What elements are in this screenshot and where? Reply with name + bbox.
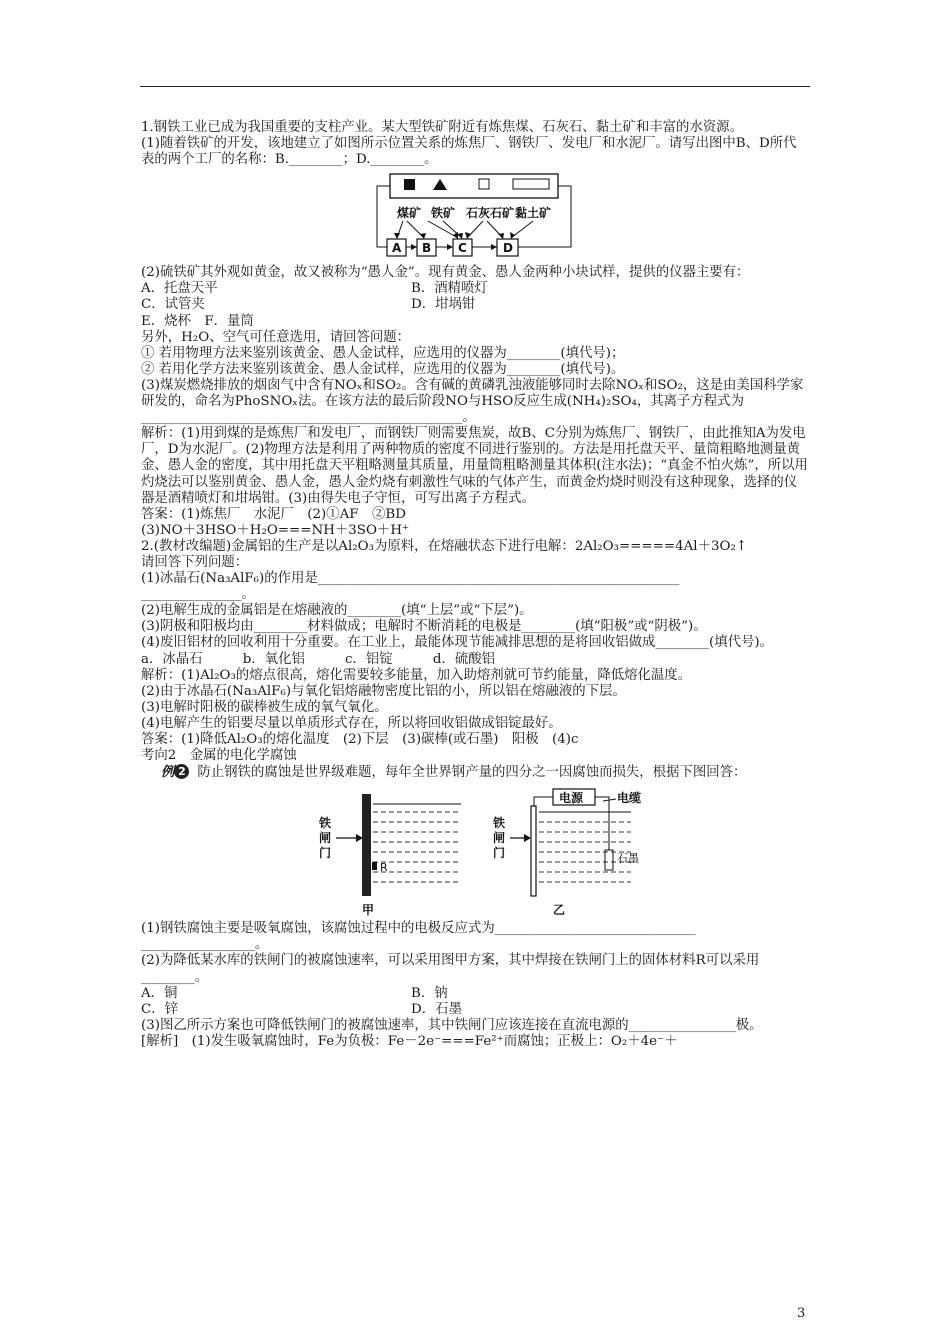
mineral-coal: 煤矿: [397, 206, 422, 221]
q1-options-row2: [141, 297, 809, 313]
header-rule: [140, 86, 810, 87]
coal-symbol: [404, 179, 415, 190]
material-R-label: R: [380, 861, 388, 875]
q1-option-c: C．试管夹: [141, 297, 205, 313]
mineral-iron: 铁矿: [431, 206, 456, 221]
q1-sub1: ① 若用物理方法来鉴别该黄金、愚人金试样，应选用的仪器为________(填代号)；: [141, 345, 625, 361]
q1-extra: 另外，H₂O、空气可任意选用，请回答问题：: [141, 329, 411, 345]
clay-symbol: [513, 179, 549, 189]
q2-part2: (2)电解生成的金属铝是在熔融液的________(填“上层”或“下层”)。: [141, 603, 533, 619]
q1-options-row1: [141, 281, 809, 297]
ex2-stem: 防止钢铁的腐蚀是世界级难题，每年全世界钢产量的四分之一因腐蚀而损失，根据下图回答：: [197, 765, 747, 781]
factory-A: A: [392, 241, 402, 256]
ex2-option-b: B．钠: [411, 985, 448, 1001]
ex2-option-d: D．石墨: [411, 1001, 462, 1017]
q1-sub2: ② 若用化学方法来鉴别该黄金、愚人金试样，应选用的仪器为________(填代号)。: [141, 361, 625, 377]
graphite-label: 石墨: [617, 852, 639, 866]
factory-diagram: [141, 171, 809, 263]
q1-option-ef: E．烧杯 F．量筒: [141, 313, 254, 329]
figure-a: [318, 794, 461, 917]
q2-analysis-1: 解析：(1)Al₂O₃的熔点很高，熔化需要较多能量，加入助熔剂就可节约能量，降低熔化温度。: [141, 667, 692, 683]
factory-B: B: [422, 241, 432, 256]
q2-part1b: _______________。: [141, 587, 255, 603]
iron-gate-a: [362, 794, 371, 896]
q1-option-b: B．酒精喷灯: [411, 281, 488, 297]
ex2-options-row1: [141, 986, 809, 1002]
q1-analysis: 解析：(1)用到煤的是炼焦厂和发电厂，而钢铁厂则需要焦炭，故B、C分别为炼焦厂、钢铁厂，由此推知A为发电厂，D为水泥厂。(2)物理方法是利用了两种物质的密度不同进行鉴别的。方法是用托盘天平、量筒粗略地测量黄金、愚人金的密度，其中用托盘天平粗略测量其质量，用量筒粗略测量其体积(注水法)；“真金不怕火炼”，所以用灼烧法可以鉴别黄金、愚人金，愚人金灼烧有刺激性气味的气体产生，而黄金灼烧时则没有这种现象，选择的仪器是酒精喷灯和坩埚钳。(3)由得失电子守恒，可写出离子方程式。: [141, 426, 808, 506]
gate-label-a-1: 铁: [319, 816, 332, 831]
ex2-part3: (3)图乙所示方案也可降低铁闸门的被腐蚀速率，其中铁闸门应该连接在直流电源的________________极。: [141, 1017, 763, 1033]
q2-stem: 2.(教材改编题)金属铝的生产是以Al₂O₃为原料，在熔融状态下进行电解：2Al₂O₃=====4Al＋3O₂↑: [141, 538, 748, 554]
material-R: [372, 862, 377, 870]
q2-part4: (4)废旧铝材的回收利用十分重要。在工业上，最能体现节能减排思想的是将回收铝做成________(填代号)。: [141, 635, 773, 651]
gate-label-b-3: 门: [493, 846, 506, 861]
document-body: [141, 120, 809, 1050]
ex2-stem-line: [141, 764, 809, 781]
figure-b: [492, 789, 641, 917]
q2-analysis-4: (4)电解产生的铝要尽量以单质形式存在，所以将回收铝做成铝锭最好。: [141, 715, 562, 731]
gate-label-b-2: 闸: [493, 831, 506, 846]
iron-symbol: [433, 179, 447, 190]
q1-part1: (1)随着铁矿的开发，该地建立了如图所示位置关系的炼焦厂、钢铁厂、发电厂和水泥厂。请写出图中B、D所代表的两个工厂的名称：B.________；D.________。: [141, 136, 797, 168]
ex2-part1b: _________________。: [141, 937, 269, 953]
gate-label-a-3: 门: [319, 846, 332, 861]
ex2-option-a: A．铜: [141, 985, 178, 1001]
page-number: 3: [797, 1306, 806, 1321]
q1-answer2: (3)NO＋3HSO＋H₂O===NH＋3SO＋H⁺: [141, 522, 410, 538]
q1-option-a: A．托盘天平: [141, 281, 218, 297]
factory-C: C: [458, 241, 467, 256]
example-number-icon: 2: [174, 764, 189, 779]
q1-part2: (2)硫铁矿其外观如黄金，故又被称为“愚人金”。现有黄金、愚人金两种小块试样，提供的仪器主要有：: [141, 265, 750, 281]
graphite-rod: [605, 850, 613, 870]
corrosion-diagram: [141, 784, 809, 919]
q1-part3: (3)煤炭燃烧排放的烟囱气中含有NOₓ和SO₂。含有碱的黄磷乳浊液能够同时去除NOₓ和SO₂，这是由美国科学家研发的，命名为PhoSNOₓ法。在该方法的最后阶段NO与HSO反应生成(NH₄)₂SO₄，其离子方程式为________________________________________________。: [141, 377, 804, 426]
iron-gate-b: [531, 806, 536, 896]
q1-answer1: 答案：(1)炼焦厂 水泥厂 (2)①AF ②BD: [141, 506, 406, 522]
q2-part3: (3)阴极和阳极均由________材料做成；电解时不断消耗的电极是________(填“阳极”或“阴极”)。: [141, 619, 707, 635]
q2-answer: 答案：(1)降低Al₂O₃的熔化温度 (2)下层 (3)碳棒(或石墨) 阳极 (4)c: [141, 732, 579, 747]
q2-ask: 请回答下列问题：: [141, 554, 249, 570]
q2-options: a．冰晶石 b．氧化铝 c．铝锭 d．硫酸铝: [141, 651, 495, 667]
q2-analysis-3: (3)电解时阳极的碳棒被生成的氧气氧化。: [141, 699, 388, 715]
ex2-part2: (2)为降低某水库的铁闸门的被腐蚀速率，可以采用图甲方案，其中焊接在铁闸门上的固体材料R可以采用________。: [141, 953, 760, 985]
q1-option-d: D．坩埚钳: [411, 297, 476, 313]
ex2-option-c: C．锌: [141, 1001, 179, 1017]
q1-stem: 1.钢铁工业已成为我国重要的支柱产业。某大型铁矿附近有炼焦煤、石灰石、黏土矿和丰富的水资源。: [141, 120, 743, 135]
ex2-options-row2: [141, 1002, 809, 1018]
example-badge: 例 2: [161, 764, 189, 781]
factory-D: D: [503, 241, 513, 256]
cable-label: 电缆: [617, 791, 642, 806]
mineral-limestone: 石灰石矿: [466, 206, 515, 221]
gate-label-b-1: 铁: [493, 816, 506, 831]
ex2-part1a: (1)钢铁腐蚀主要是吸氧腐蚀，该腐蚀过程中的电极反应式为______________________________: [141, 921, 696, 937]
ex2-analysis: [解析] (1)发生吸氧腐蚀时，Fe为负极：Fe－2e⁻===Fe²⁺而腐蚀；正极上：O₂＋4e⁻＋: [141, 1033, 678, 1049]
power-label: 电源: [559, 791, 584, 806]
q2-analysis-2: (2)由于冰晶石(Na₃AlF₆)与氧化铝熔融物密度比铝的小，所以铝在熔融液的下层。: [141, 683, 626, 699]
mineral-clay: 黏土矿: [515, 206, 552, 221]
gate-label-a-2: 闸: [319, 831, 332, 846]
q2-part1a: (1)冰晶石(Na₃AlF₆)的作用是______________________________________________________: [141, 571, 680, 587]
caption-b: 乙: [553, 903, 566, 918]
limestone-symbol: [479, 179, 489, 189]
section-heading: 考向2 金属的电化学腐蚀: [141, 748, 297, 764]
caption-a: 甲: [362, 903, 375, 918]
